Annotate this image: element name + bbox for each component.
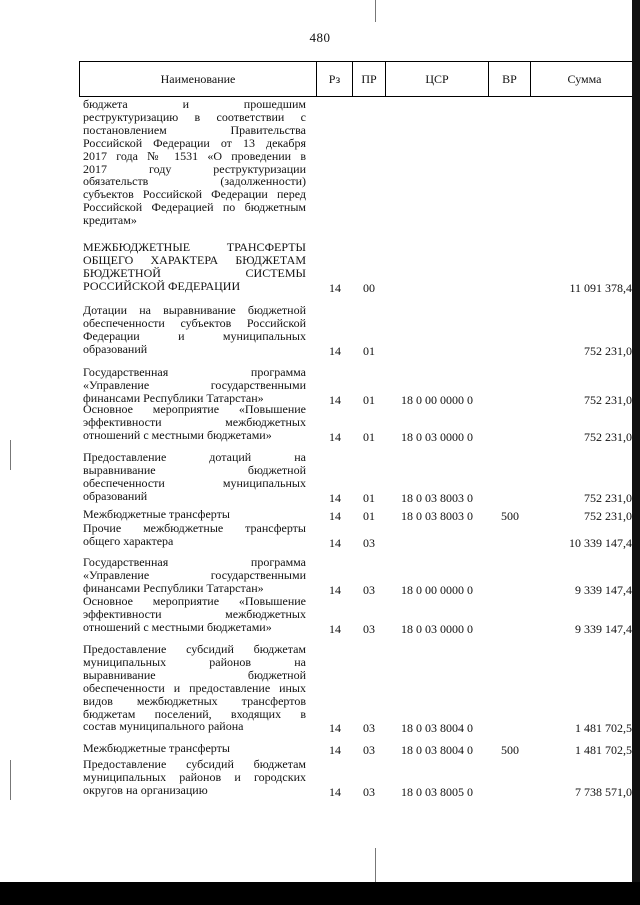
table-row [0, 451, 640, 505]
row-name-line: финансами Республики Татарстан» [83, 580, 264, 595]
row-rz: 14 [329, 491, 341, 505]
row-name-line: Основное мероприятие «Повышение [83, 402, 306, 416]
row-name-line: образований [83, 341, 148, 356]
row-name-line: МЕЖБЮДЖЕТНЫЕ ТРАНСФЕРТЫ [83, 240, 306, 254]
row-pr: 01 [363, 509, 375, 523]
row-name-line: муниципальных районов и городских [83, 769, 306, 784]
row-name [83, 556, 306, 595]
row-csr: 18 0 03 8003 0 [401, 509, 473, 523]
scan-border-right [632, 0, 640, 905]
row-sum: 10 339 147,4 [569, 536, 632, 550]
row-pr: 03 [363, 721, 375, 735]
page-number: 480 [309, 30, 331, 45]
row-name-line: эффективности межбюджетных [83, 414, 306, 429]
row-pr: 03 [363, 622, 375, 636]
row-name-line: муниципальных районов на [83, 654, 306, 669]
row-name [83, 304, 306, 356]
table-row [0, 98, 640, 229]
row-name-line: отношений с местными бюджетами» [83, 427, 272, 442]
row-name [83, 595, 306, 634]
table-row [0, 556, 640, 597]
row-rz: 14 [329, 430, 341, 444]
row-csr: 18 0 00 0000 0 [401, 393, 473, 407]
row-name-line: обеспеченности муниципальных [83, 475, 306, 490]
column-header-rz: Рз [317, 62, 353, 96]
row-rz: 14 [329, 583, 341, 597]
row-name-line: 2017 году реструктуризации [83, 161, 306, 176]
row-pr: 01 [363, 344, 375, 358]
row-name-line: Прочие межбюджетные трансферты [83, 521, 306, 535]
row-name [83, 241, 306, 293]
row-name-line: Российской Федерации от 13 декабря [83, 135, 306, 150]
row-name-line: состав муниципального района [83, 719, 244, 734]
table-row [0, 366, 640, 407]
row-pr: 03 [363, 785, 375, 799]
row-name-line: обязательств (задолженности) [83, 174, 306, 189]
row-name [83, 643, 306, 733]
row-sum: 752 231,0 [584, 509, 632, 523]
row-name-line: Предоставление субсидий бюджетам [83, 757, 306, 771]
column-header-sum: Сумма [567, 72, 602, 86]
row-sum: 9 339 147,4 [575, 622, 632, 636]
row-name-line: общего характера [83, 533, 174, 548]
row-rz: 14 [329, 785, 341, 799]
table-row [0, 758, 640, 799]
row-name-line: обеспеченности субъектов Российской [83, 315, 306, 330]
row-name-line: выравнивание бюджетной [83, 462, 306, 477]
row-name [83, 451, 306, 503]
row-name-line: Дотации на выравнивание бюджетной [83, 303, 306, 317]
row-name-line: эффективности межбюджетных [83, 606, 306, 621]
row-name-line: ОБЩЕГО ХАРАКТЕРА БЮДЖЕТАМ [83, 252, 306, 267]
row-rz: 14 [329, 743, 341, 757]
row-name [83, 366, 306, 405]
row-vr: 500 [501, 509, 519, 523]
row-csr: 18 0 03 0000 0 [401, 622, 473, 636]
row-name-line: «Управление государственными [83, 377, 306, 392]
row-name-line: Государственная программа [83, 365, 306, 379]
row-rz: 14 [329, 344, 341, 358]
row-name-line: Основное мероприятие «Повышение [83, 594, 306, 608]
row-name-line: обеспеченности и предоставление иных [83, 680, 306, 695]
table-row [0, 595, 640, 636]
row-name [83, 508, 306, 521]
scan-artifact-line [375, 848, 376, 882]
table-row [0, 241, 640, 295]
row-name [83, 403, 306, 442]
column-header-csr: ЦСР [386, 62, 489, 96]
row-csr: 18 0 00 0000 0 [401, 583, 473, 597]
row-rz: 14 [329, 393, 341, 407]
row-sum: 752 231,0 [584, 344, 632, 358]
scan-border-bottom [0, 882, 640, 905]
row-name-line: Российской Федерацией по бюджетным [83, 200, 306, 215]
row-rz: 14 [329, 536, 341, 550]
row-name-line: 2017 года № 1531 «О проведении в [83, 148, 306, 163]
table-row [0, 643, 640, 735]
row-rz: 14 [329, 281, 341, 295]
row-name [83, 98, 306, 227]
row-name-line: «Управление государственными [83, 567, 306, 582]
row-name-line: РОССИЙСКОЙ ФЕДЕРАЦИИ [83, 278, 241, 293]
row-csr: 18 0 03 0000 0 [401, 430, 473, 444]
column-header-pr: ПР [353, 62, 386, 96]
row-name [83, 758, 306, 797]
row-sum: 9 339 147,4 [575, 583, 632, 597]
column-header-name: Наименование [80, 62, 317, 96]
row-rz: 14 [329, 509, 341, 523]
table-row [0, 403, 640, 444]
row-csr: 18 0 03 8004 0 [401, 721, 473, 735]
row-pr: 00 [363, 281, 375, 295]
table-row [0, 522, 640, 550]
row-name-line: Предоставление дотаций на [83, 450, 306, 464]
row-sum: 1 481 702,5 [575, 743, 632, 757]
row-csr: 18 0 03 8003 0 [401, 491, 473, 505]
row-pr: 01 [363, 430, 375, 444]
row-pr: 03 [363, 536, 375, 550]
row-csr: 18 0 03 8005 0 [401, 785, 473, 799]
column-header-vr: ВР [489, 62, 531, 96]
row-name-line: кредитам» [83, 213, 137, 228]
row-sum: 752 231,0 [584, 491, 632, 505]
row-name-line: выравнивание бюджетной [83, 667, 306, 682]
row-name-line: видов межбюджетных трансфертов [83, 693, 306, 708]
row-name-line: субъектов Российской Федерации перед [83, 187, 306, 202]
row-name-line: округов на организацию [83, 782, 208, 797]
row-rz: 14 [329, 721, 341, 735]
row-rz: 14 [329, 622, 341, 636]
row-name-line: отношений с местными бюджетами» [83, 619, 272, 634]
row-name-line: образований [83, 488, 148, 503]
row-sum: 11 091 378,4 [569, 281, 632, 295]
row-name [83, 522, 306, 548]
row-name-line: Межбюджетные трансферты [83, 507, 230, 521]
row-name-line: Федерации и муниципальных [83, 328, 306, 343]
row-sum: 752 231,0 [584, 393, 632, 407]
row-name-line: реструктуризацию в соответствии с [83, 109, 306, 124]
table-row [0, 304, 640, 358]
row-vr: 500 [501, 743, 519, 757]
row-name-line: бюджета и прошедшим [83, 97, 306, 111]
row-pr: 03 [363, 583, 375, 597]
row-name [83, 742, 306, 755]
row-name-line: бюджетам поселений, входящих в [83, 706, 306, 721]
row-name-line: Государственная программа [83, 555, 306, 569]
row-name-line: Предоставление субсидий бюджетам [83, 642, 306, 656]
table-header [79, 61, 639, 97]
row-pr: 03 [363, 743, 375, 757]
table-row [0, 742, 640, 757]
row-name-line: Межбюджетные трансферты [83, 741, 230, 755]
row-csr: 18 0 03 8004 0 [401, 743, 473, 757]
row-pr: 01 [363, 393, 375, 407]
row-name-line: БЮДЖЕТНОЙ СИСТЕМЫ [83, 265, 306, 280]
scan-artifact-line [375, 0, 376, 22]
row-sum: 752 231,0 [584, 430, 632, 444]
row-sum: 1 481 702,5 [575, 721, 632, 735]
row-sum: 7 738 571,0 [575, 785, 632, 799]
row-pr: 01 [363, 491, 375, 505]
row-name-line: постановлением Правительства [83, 122, 306, 137]
row-name-line: финансами Республики Татарстан» [83, 390, 264, 405]
